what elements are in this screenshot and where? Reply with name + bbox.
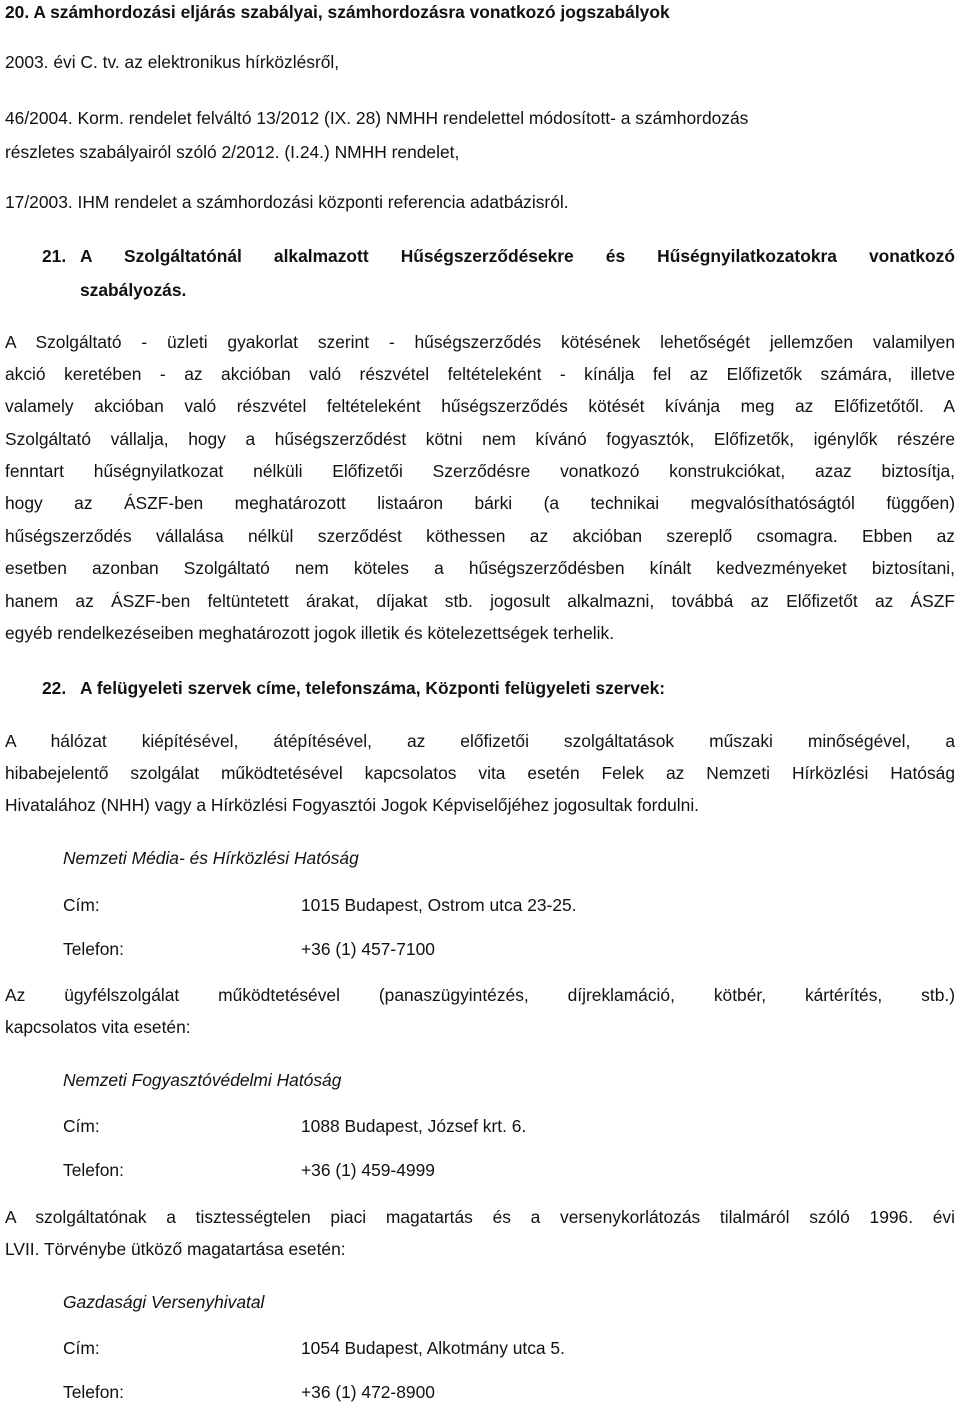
section-21-body-line: hűségszerződés vállalása nélkül szerződést köthessen az akcióban szereplő csomagra. Ebben az (5, 526, 955, 546)
section-21-body-line: akció keretében - az akcióban való részvétel feltételeként - kínálja fel az Előfizetők számára, illetve (5, 364, 955, 384)
org-2-address: 1088 Budapest, József krt. 6. (301, 1116, 527, 1136)
law-reference-2-line-2: részletes szabályairól szóló 2/2012. (I.24.) NMHH rendelet, (5, 142, 460, 162)
section-21-body-line: valamely akcióban való részvétel feltételeként hűségszerződés kötését kívánja meg az Előfizetőtől. A (5, 396, 955, 416)
customer-service-dispute-line: kapcsolatos vita esetén: (5, 1017, 191, 1037)
org-3-name: Gazdasági Versenyhivatal (63, 1292, 265, 1312)
section-21-number: 21. (42, 246, 67, 266)
law-reference-2-line-1: 46/2004. Korm. rendelet felváltó 13/2012 (IX. 28) NMHH rendelettel módosított- a számhordozás (5, 108, 749, 128)
org-1-phone: +36 (1) 457-7100 (301, 939, 435, 959)
customer-service-dispute-line: Az ügyfélszolgálat működtetésével (panaszügyintézés, díjreklamáció, kötbér, kártérítés, stb.) (5, 985, 955, 1005)
section-21-body-line: hanem az ÁSZF-ben feltüntetett árakat, díjakat stb. jogosult alkalmazni, továbbá az Előfizetőt az ÁSZF (5, 591, 955, 611)
org-1-address-label: Cím: (63, 895, 100, 915)
competition-dispute-line: A szolgáltatónak a tisztességtelen piaci magatartás és a versenykorlátozás tilalmáról szóló 1996. évi (5, 1207, 955, 1227)
law-reference-1: 2003. évi C. tv. az elektronikus hírközlésről, (5, 52, 340, 72)
org-3-phone: +36 (1) 472-8900 (301, 1382, 435, 1402)
section-21-body-line: fenntart hűségnyilatkozat nélküli Előfizetői Szerződésre vonatkozó konstrukciókat, azaz biztosítja, (5, 461, 955, 481)
org-2-address-label: Cím: (63, 1116, 100, 1136)
section-22-number: 22. (42, 678, 67, 698)
org-1-address: 1015 Budapest, Ostrom utca 23-25. (301, 895, 577, 915)
org-2-name: Nemzeti Fogyasztóvédelmi Hatóság (63, 1070, 342, 1090)
section-21-heading-line-1: A Szolgáltatónál alkalmazott Hűségszerződésekre és Hűségnyilatkozatokra vonatkozó (80, 246, 955, 266)
section-21-body-line: hogy az ÁSZF-ben meghatározott listaáron bárki (a technikai megvalósíthatóságtól függően) (5, 493, 955, 513)
org-3-phone-label: Telefon: (63, 1382, 124, 1402)
section-21-body-line: esetben azonban Szolgáltató nem köteles a hűségszerződésben kínált kedvezményeket biztosítani, (5, 558, 955, 578)
section-22-intro-line: Hivatalához (NHH) vagy a Hírközlési Fogyasztói Jogok Képviselőjéhez jogosultak fordulni. (5, 795, 700, 815)
section-20-heading: 20. A számhordozási eljárás szabályai, számhordozásra vonatkozó jogszabályok (5, 2, 670, 22)
section-21-body-line: A Szolgáltató - üzleti gyakorlat szerint - hűségszerződés kötésének lehetőségét jellemzően valamilyen (5, 332, 955, 352)
section-21-body-line: egyéb rendelkezéseiben meghatározott jogok illetik és kötelezettségek terhelik. (5, 623, 615, 643)
org-3-address-label: Cím: (63, 1338, 100, 1358)
org-1-phone-label: Telefon: (63, 939, 124, 959)
section-22-heading: A felügyeleti szervek címe, telefonszáma, Központi felügyeleti szervek: (80, 678, 666, 698)
section-22-intro-line: A hálózat kiépítésével, átépítésével, az előfizetői szolgáltatások műszaki minőségével, a (5, 731, 955, 751)
law-reference-3: 17/2003. IHM rendelet a számhordozási központi referencia adatbázisról. (5, 192, 569, 212)
section-22-intro-line: hibabejelentő szolgálat működtetésével kapcsolatos vita esetén Felek az Nemzeti Hírközlési Hatóság (5, 763, 955, 783)
org-1-name: Nemzeti Média- és Hírközlési Hatóság (63, 848, 359, 868)
org-2-phone-label: Telefon: (63, 1160, 124, 1180)
section-21-heading-line-2: szabályozás. (80, 280, 187, 300)
competition-dispute-line: LVII. Törvénybe ütköző magatartása esetén: (5, 1239, 346, 1259)
org-3-address: 1054 Budapest, Alkotmány utca 5. (301, 1338, 565, 1358)
org-2-phone: +36 (1) 459-4999 (301, 1160, 435, 1180)
section-21-body-line: Szolgáltató vállalja, hogy a hűségszerződést kötni nem kívánó fogyasztók, Előfizetők, igénylők részére (5, 429, 955, 449)
